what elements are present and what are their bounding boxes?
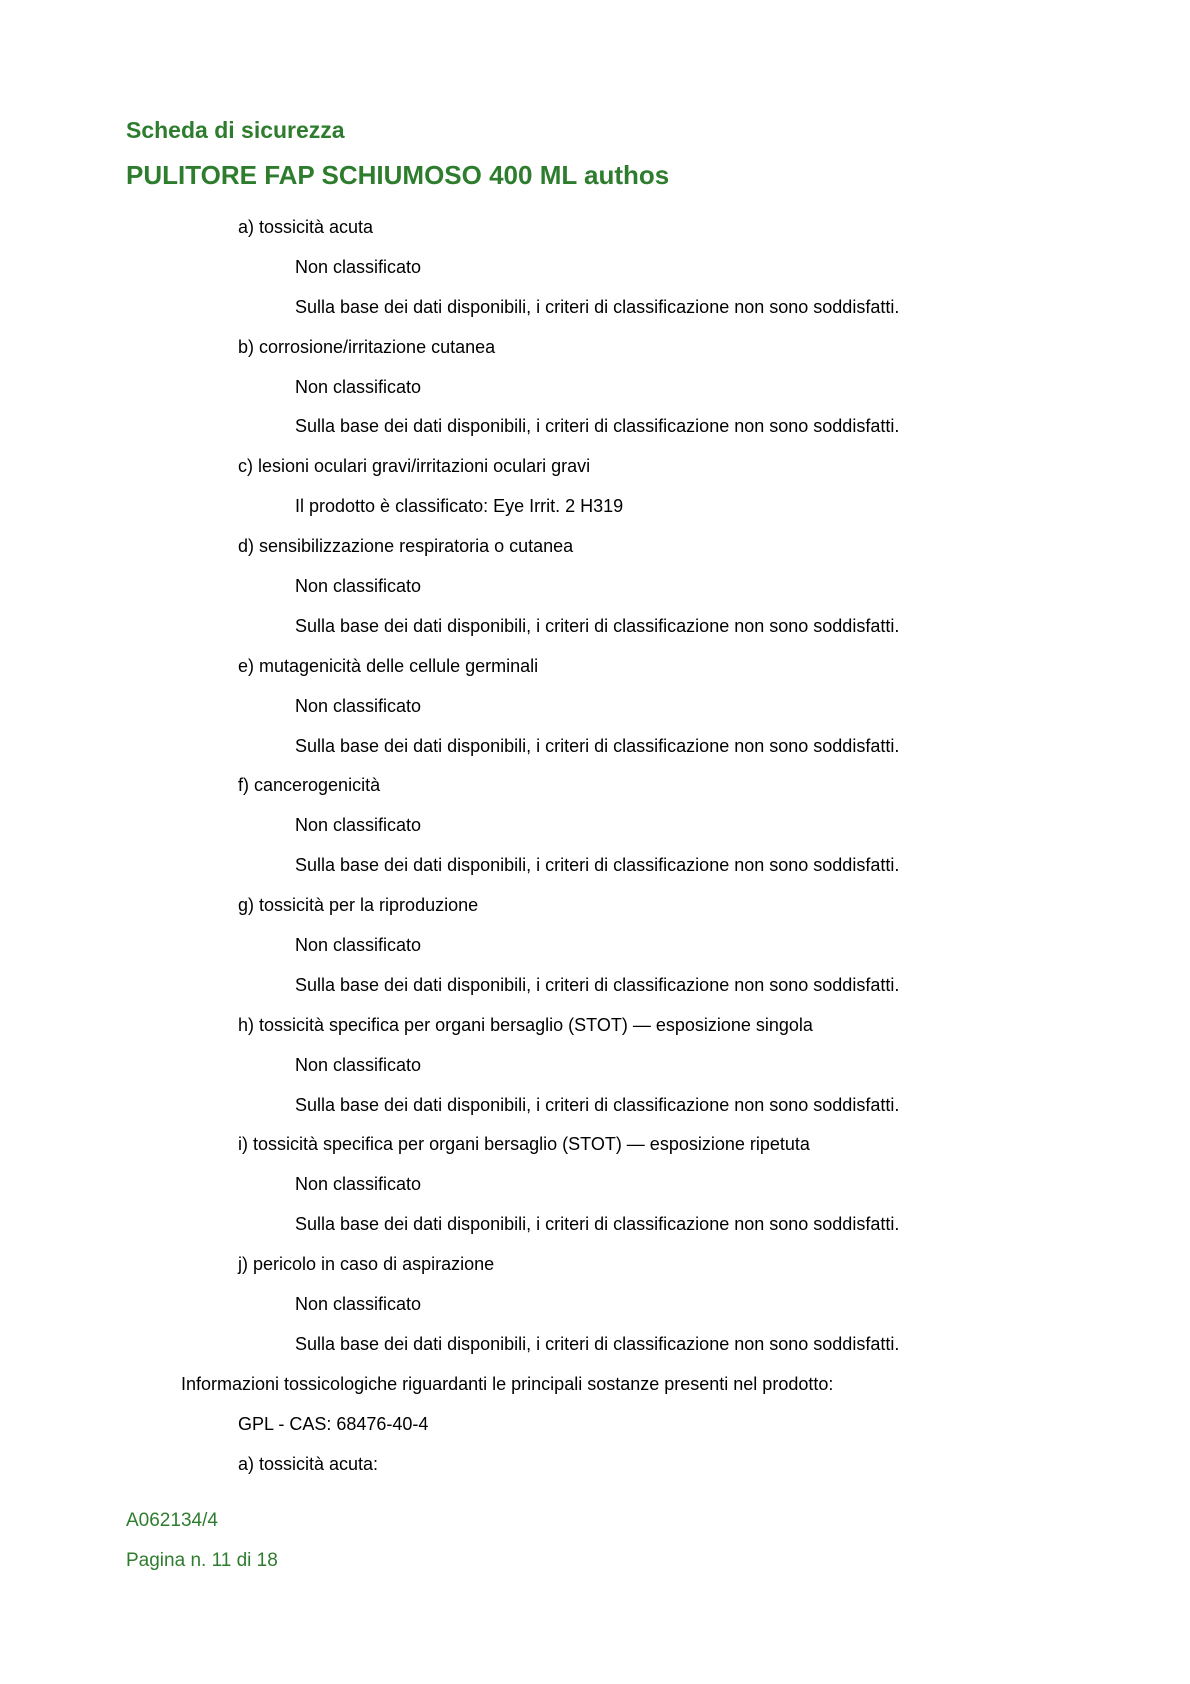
text-line: Il prodotto è classificato: Eye Irrit. 2 H319 [295, 496, 624, 517]
text-line: e) mutagenicità delle cellule germinali [238, 655, 539, 676]
text-line: Informazioni tossicologiche riguardanti le principali sostanze presenti nel prodotto: [181, 1373, 834, 1394]
text-line: Non classificato [295, 815, 422, 836]
text-line: c) lesioni oculari gravi/irritazioni oculari gravi [238, 456, 591, 477]
text-line: f) cancerogenicità [238, 775, 381, 796]
text-line: Sulla base dei dati disponibili, i criteri di classificazione non sono soddisfatti. [295, 1094, 900, 1115]
text-line: Sulla base dei dati disponibili, i criteri di classificazione non sono soddisfatti. [295, 855, 900, 876]
text-line: Non classificato [295, 935, 422, 956]
text-line: g) tossicità per la riproduzione [238, 895, 479, 916]
text-line: a) tossicità acuta [238, 217, 374, 237]
text-line: Non classificato [295, 256, 422, 277]
text-line: Sulla base dei dati disponibili, i criteri di classificazione non sono soddisfatti. [295, 416, 900, 437]
text-line: a) tossicità acuta: [238, 1453, 379, 1474]
text-line: Sulla base dei dati disponibili, i criteri di classificazione non sono soddisfatti. [295, 1214, 900, 1235]
text-line: Non classificato [295, 1054, 422, 1075]
page-number: Pagina n. 11 di 18 [126, 1549, 278, 1571]
document-footer [126, 1501, 278, 1581]
document-code: A062134/4 [126, 1510, 218, 1531]
toxicological-information-section [0, 208, 1190, 1485]
product-name-title: PULITORE FAP SCHIUMOSO 400 ML authos [126, 160, 670, 190]
text-line: i) tossicità specifica per organi bersaglio (STOT) — esposizione ripetuta [238, 1134, 810, 1155]
text-line: Non classificato [295, 1174, 422, 1195]
text-line: h) tossicità specifica per organi bersaglio (STOT) — esposizione singola [238, 1014, 813, 1035]
text-line: d) sensibilizzazione respiratoria o cutanea [238, 536, 574, 557]
text-line: Sulla base dei dati disponibili, i criteri di classificazione non sono soddisfatti. [295, 296, 900, 317]
text-line: Sulla base dei dati disponibili, i criteri di classificazione non sono soddisfatti. [295, 615, 900, 636]
text-line: Sulla base dei dati disponibili, i criteri di classificazione non sono soddisfatti. [295, 1333, 900, 1354]
document-type-title: Scheda di sicurezza [126, 117, 345, 143]
text-line: Non classificato [295, 576, 422, 597]
text-line: b) corrosione/irritazione cutanea [238, 336, 496, 357]
text-line: Non classificato [295, 1294, 422, 1315]
text-line: j) pericolo in caso di aspirazione [238, 1254, 495, 1275]
text-line: Non classificato [295, 376, 422, 397]
text-line: Non classificato [295, 695, 422, 716]
text-line: Sulla base dei dati disponibili, i criteri di classificazione non sono soddisfatti. [295, 974, 900, 995]
text-line: Sulla base dei dati disponibili, i criteri di classificazione non sono soddisfatti. [295, 735, 900, 756]
text-line: GPL - CAS: 68476-40-4 [238, 1413, 429, 1434]
